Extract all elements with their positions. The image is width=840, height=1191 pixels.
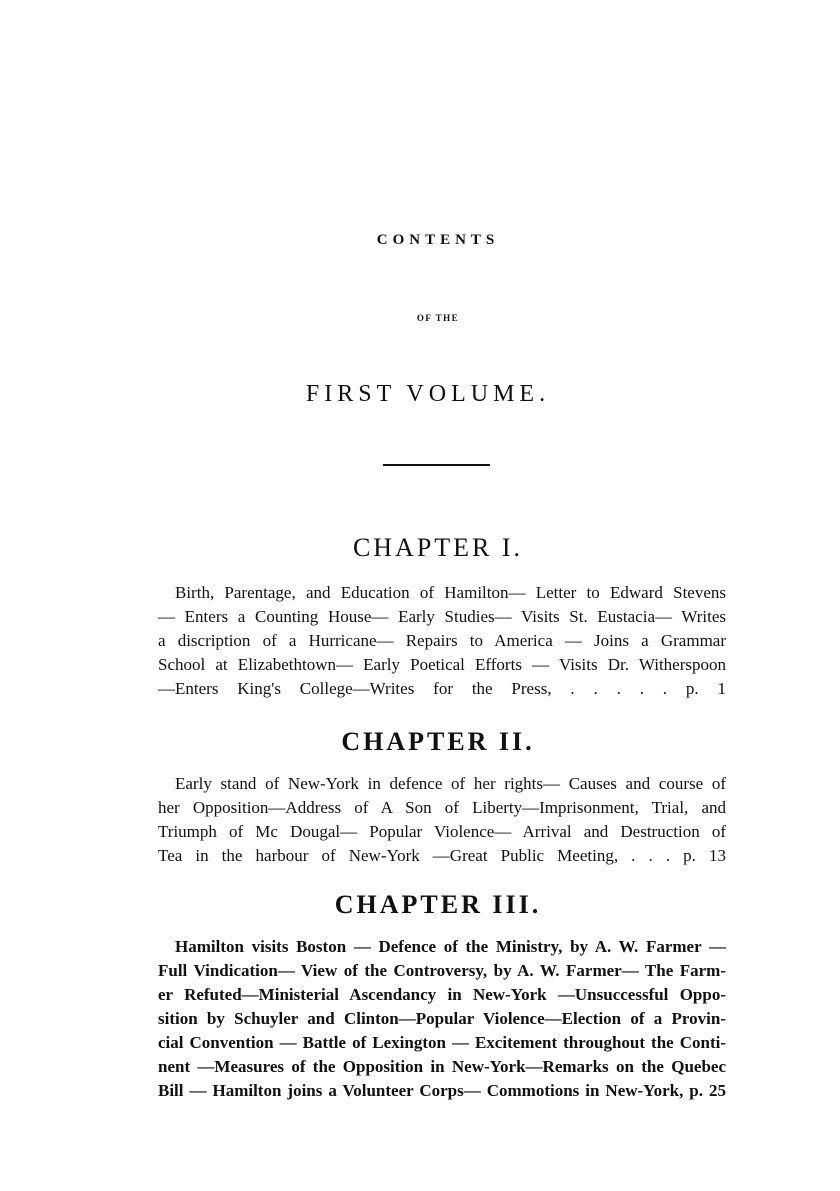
chapter-1-title: CHAPTER I. [352,533,524,562]
chapter-1-summary-line: — Enters a Counting House— Early Studies— Visits St. Eustacia— Writes [158,607,726,626]
chapter-3-summary-line: er Refuted—Ministerial Ascendancy in New-York —Unsuccessful Oppo- [158,985,726,1004]
chapter-3-summary-line: Bill — Hamilton joins a Volunteer Corps— Commotions in New-York, p. 25 [158,1081,726,1100]
chapter-1-summary-line: a discription of a Hurricane— Repairs to America — Joins a Grammar [158,631,726,650]
chapter-1-summary-line: —Enters King's College—Writes for the Press, . . . . . p. 1 [158,679,726,698]
chapter-3-summary-line: Hamilton visits Boston — Defence of the Ministry, by A. W. Farmer — [175,937,726,956]
chapter-2-summary-line: Triumph of Mc Dougal— Popular Violence— Arrival and Destruction of [158,822,726,841]
chapter-3-summary [158,935,726,1103]
chapter-3-summary-line: Full Vindication— View of the Controversy, by A. W. Farmer— The Farm- [158,961,726,980]
chapter-2-title: CHAPTER II. [341,727,535,756]
chapter-3-summary-line: cial Convention — Battle of Lexington — Excitement throughout the Conti- [158,1033,726,1052]
chapter-1-summary-line: School at Elizabethtown— Early Poetical Efforts — Visits Dr. Witherspoon [158,655,726,674]
of-the-heading: OF THE [416,313,460,323]
chapter-2-summary-line: her Opposition—Address of A Son of Liberty—Imprisonment, Trial, and [158,798,726,817]
chapter-3-summary-line: nent —Measures of the Opposition in New-York—Remarks on the Quebec [158,1057,726,1076]
chapter-3-summary-line: sition by Schuyler and Clinton—Popular Violence—Election of a Provin- [158,1009,726,1028]
chapter-2-summary-line: Tea in the harbour of New-York —Great Public Meeting, . . . p. 13 [158,846,726,865]
contents-heading: CONTENTS [376,232,500,248]
chapter-2-summary-line: Early stand of New-York in defence of her rights— Causes and course of [175,774,726,793]
chapter-1-summary-line: Birth, Parentage, and Education of Hamilton— Letter to Edward Stevens [175,583,726,602]
chapter-2-summary [158,772,726,868]
volume-heading: FIRST VOLUME. [305,381,551,407]
chapter-1-summary [158,581,726,701]
decorative-rule [383,464,490,466]
chapter-3-title: CHAPTER III. [334,890,542,919]
